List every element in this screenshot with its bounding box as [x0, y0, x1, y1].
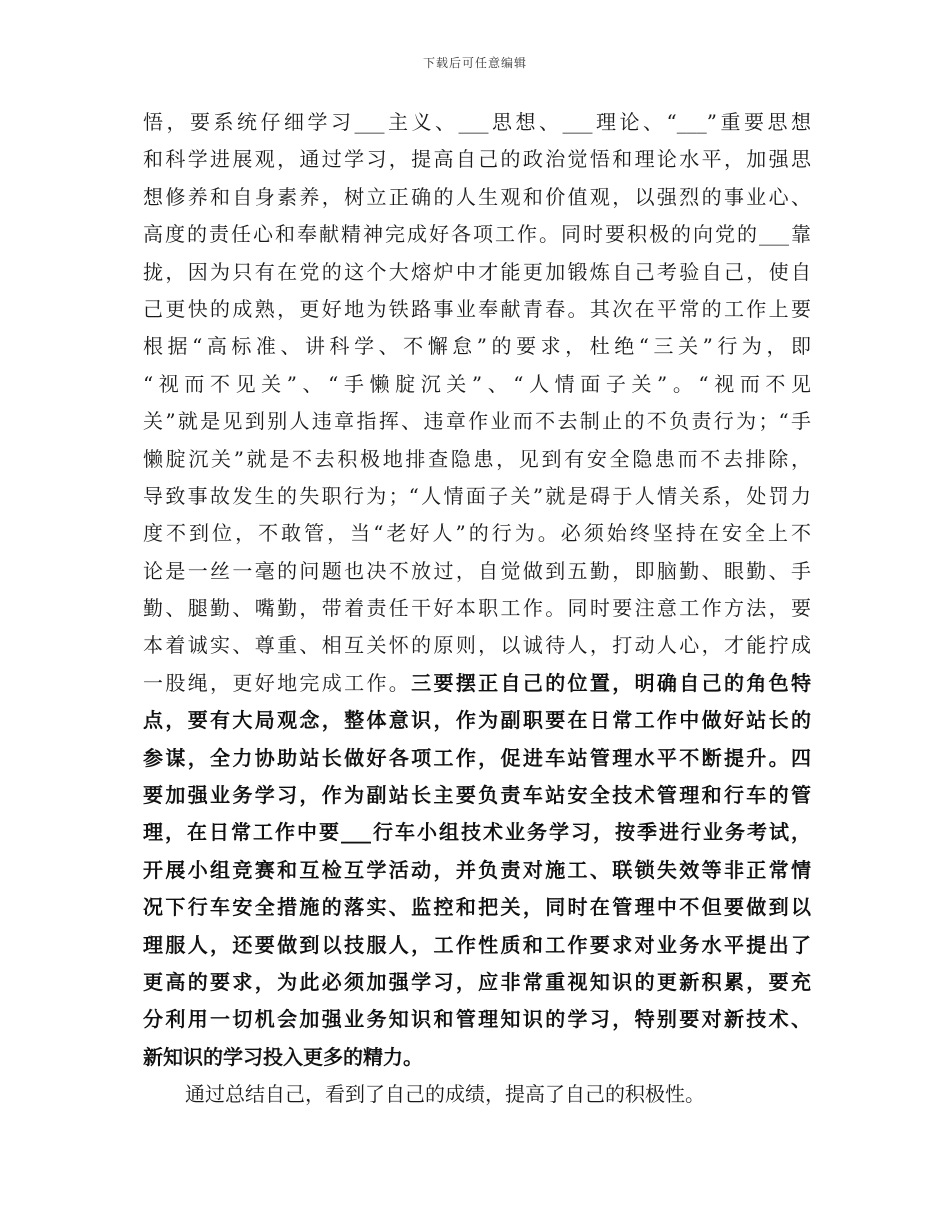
document-body — [143, 104, 811, 1114]
text-line-bold: 更高的要求，为此必须加强学习，应非常重视知识的更新积累，要充 — [143, 969, 811, 994]
text-line: 己更快的成熟，更好地为铁路事业奉献青春。其次在平常的工作上要 — [143, 296, 811, 321]
text-line-bold: 要加强业务学习，作为副站长主要负责车站安全技术管理和行车的管 — [143, 783, 811, 808]
text-line: 根据“高标准、讲科学、不懈怠”的要求，杜绝“三关”行为，即 — [143, 334, 811, 359]
text-line: 拢，因为只有在党的这个大熔炉中才能更加锻炼自己考验自己，使自 — [143, 259, 811, 284]
text-line-bold: 理服人，还要做到以技服人，工作性质和工作要求对业务水平提出了 — [143, 932, 811, 957]
text-line-bold: 分利用一切机会加强业务知识和管理知识的学习，特别要对新技术、 — [143, 1007, 811, 1032]
text-line: 悟，要系统仔细学习___主义、___思想、___理论、“___”重要思想 — [143, 110, 811, 134]
text-line-bold: 况下行车安全措施的落实、监控和把关，同时在管理中不但要做到以 — [143, 895, 811, 920]
page-header: 下载后可任意编辑 — [422, 56, 527, 70]
text-line: 度不到位，不敢管，当“老好人”的行为。必须始终坚持在安全上不 — [143, 521, 811, 546]
text-line-bold: 点，要有大局观念，整体意识，作为副职要在日常工作中做好站长的 — [143, 708, 811, 733]
text-line: 和科学进展观，通过学习，提高自己的政治觉悟和理论水平，加强思 — [143, 147, 811, 172]
text-segment-bold: 三要摆正自己的位置，明确自己的角色特 — [411, 670, 812, 695]
text-line: 勤、腿勤、嘴勤，带着责任干好本职工作。同时要注意工作方法，要 — [143, 596, 811, 621]
text-line: “视而不见关”、“手懒腚沉关”、“人情面子关”。“视而不见 — [143, 371, 811, 396]
text-line-mixed — [143, 665, 811, 702]
text-line: 想修养和自身素养，树立正确的人生观和价值观，以强烈的事业心、 — [143, 184, 811, 209]
text-line: 高度的责任心和奉献精神完成好各项工作。同时要积极的向党的___靠 — [143, 222, 811, 247]
text-line-bold: 开展小组竞赛和互检互学活动，并负责对施工、联锁失效等非正常情 — [143, 857, 811, 882]
closing-paragraph: 通过总结自己，看到了自己的成绩，提高了自己的积极性。 — [185, 1082, 705, 1107]
text-line-bold: 新知识的学习投入更多的精力。 — [143, 1044, 423, 1069]
text-line: 懒腚沉关”就是不去积极地排查隐患，见到有安全隐患而不去排除， — [143, 446, 811, 471]
text-segment-regular: 一股绳，更好地完成工作。 — [143, 670, 412, 695]
text-line: 导致事故发生的失职行为；“人情面子关”就是碍于人情关系，处罚力 — [143, 483, 811, 508]
text-line: 本着诚实、尊重、相互关怀的原则，以诚待人，打动人心，才能拧成 — [143, 633, 811, 658]
text-line: 关”就是见到别人违章指挥、违章作业而不去制止的不负责行为；“手 — [143, 409, 811, 434]
text-line-bold: 参谋，全力协助站长做好各项工作，促进车站管理水平不断提升。四 — [143, 745, 811, 770]
text-line: 论是一丝一毫的问题也决不放过，自觉做到五勤，即脑勤、眼勤、手 — [143, 558, 811, 583]
text-line-bold: 理，在日常工作中要___行车小组技术业务学习，按季进行业务考试， — [143, 820, 811, 845]
